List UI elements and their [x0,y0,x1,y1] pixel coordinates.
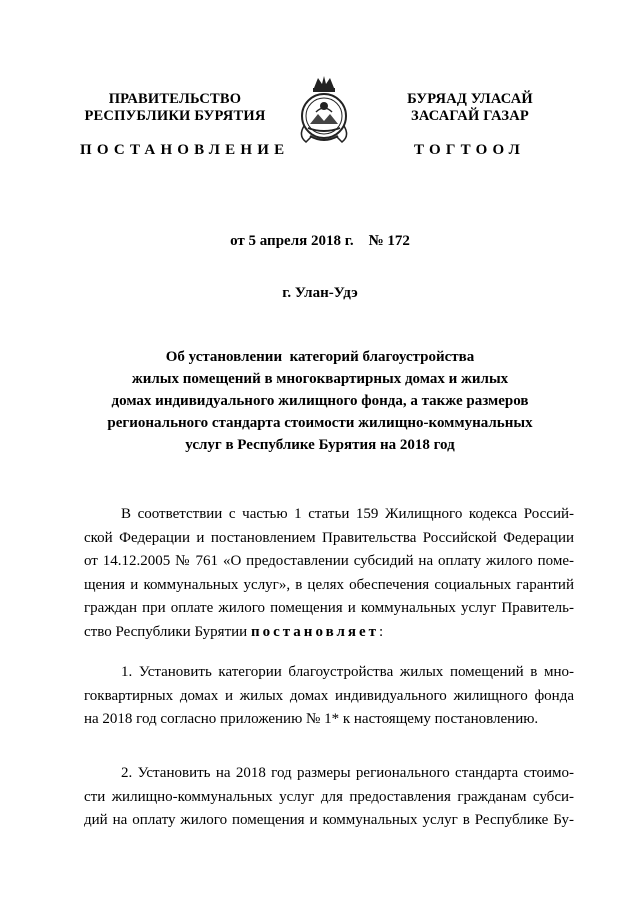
issuer-name-russian [80,91,270,125]
item-2-paragraph [84,762,574,833]
paragraph-line: гоквартирных домах и жилых домах индивидуального жилищного фонда [84,687,574,704]
issuer-name-buryat [375,91,565,125]
decree-date: от 5 апреля 2018 г. [230,233,354,249]
title-line: Об установлении категорий благоустройства [165,349,475,365]
paragraph-line: сти жилищно-коммунальных услуг для предоставления гражданам субси- [84,788,574,805]
coat-of-arms-icon [296,74,352,146]
paragraph-line: В соответствии с частью 1 статьи 159 Жилищного кодекса Россий- [121,506,574,522]
issuer-buryat-line-2: ЗАСАГАЙ ГАЗАР [411,108,529,124]
date-number-line [0,233,640,250]
paragraph-line: ской Федерации и постановлением Правительства Российской Федерации [84,529,574,546]
issuer-buryat-line-1: БУРЯАД УЛАСАЙ [407,91,533,107]
item-1-paragraph [84,661,574,732]
title-line: жилых помещений в многоквартирных домах и жилых [131,371,509,387]
paragraph-line: на 2018 год согласно приложению № 1* к настоящему постановлению. [84,711,539,727]
paragraph-line: 1. Установить категории благоустройства жилых помещений в мно- [121,664,574,680]
paragraph-line [84,621,574,645]
paragraph-line: от 14.12.2005 № 761 «О предоставлении субсидий на оплату жилого поме- [84,553,574,569]
paragraph-text: : [379,623,384,640]
paragraph-line: 2. Установить на 2018 год размеры регионального стандарта стоимо- [121,765,574,781]
paragraph-line: щения и коммунальных услуг», в целях обеспечения социальных гарантий [84,576,574,593]
paragraph-line: дий на оплату жилого помещения и коммунальных услуг в Республике Бу- [84,812,574,828]
title-line: домах индивидуального жилищного фонда, а также размеров [111,393,529,409]
issuer-line-2: РЕСПУБЛИКИ БУРЯТИЯ [84,108,266,124]
title-line: регионального стандарта стоимости жилищно-коммунальных [107,415,533,431]
paragraph-line: граждан при оплате жилого помещения и коммунальных услуг Правитель- [84,600,574,616]
resolves-word: постановляет [250,623,380,640]
title-line: услуг в Республике Бурятия на 2018 год [185,437,455,453]
city: г. Улан-Удэ [282,285,358,301]
issuer-line-1: ПРАВИТЕЛЬСТВО [108,91,242,107]
doc-type-buryat: ТОГТООЛ [414,142,525,158]
doc-type-russian: ПОСТАНОВЛЕНИЕ [80,142,290,158]
paragraph-text: ство Республики Бурятии [84,623,251,640]
decree-title [90,346,550,456]
decree-number: № 172 [368,233,410,249]
preamble-paragraph [84,503,574,644]
